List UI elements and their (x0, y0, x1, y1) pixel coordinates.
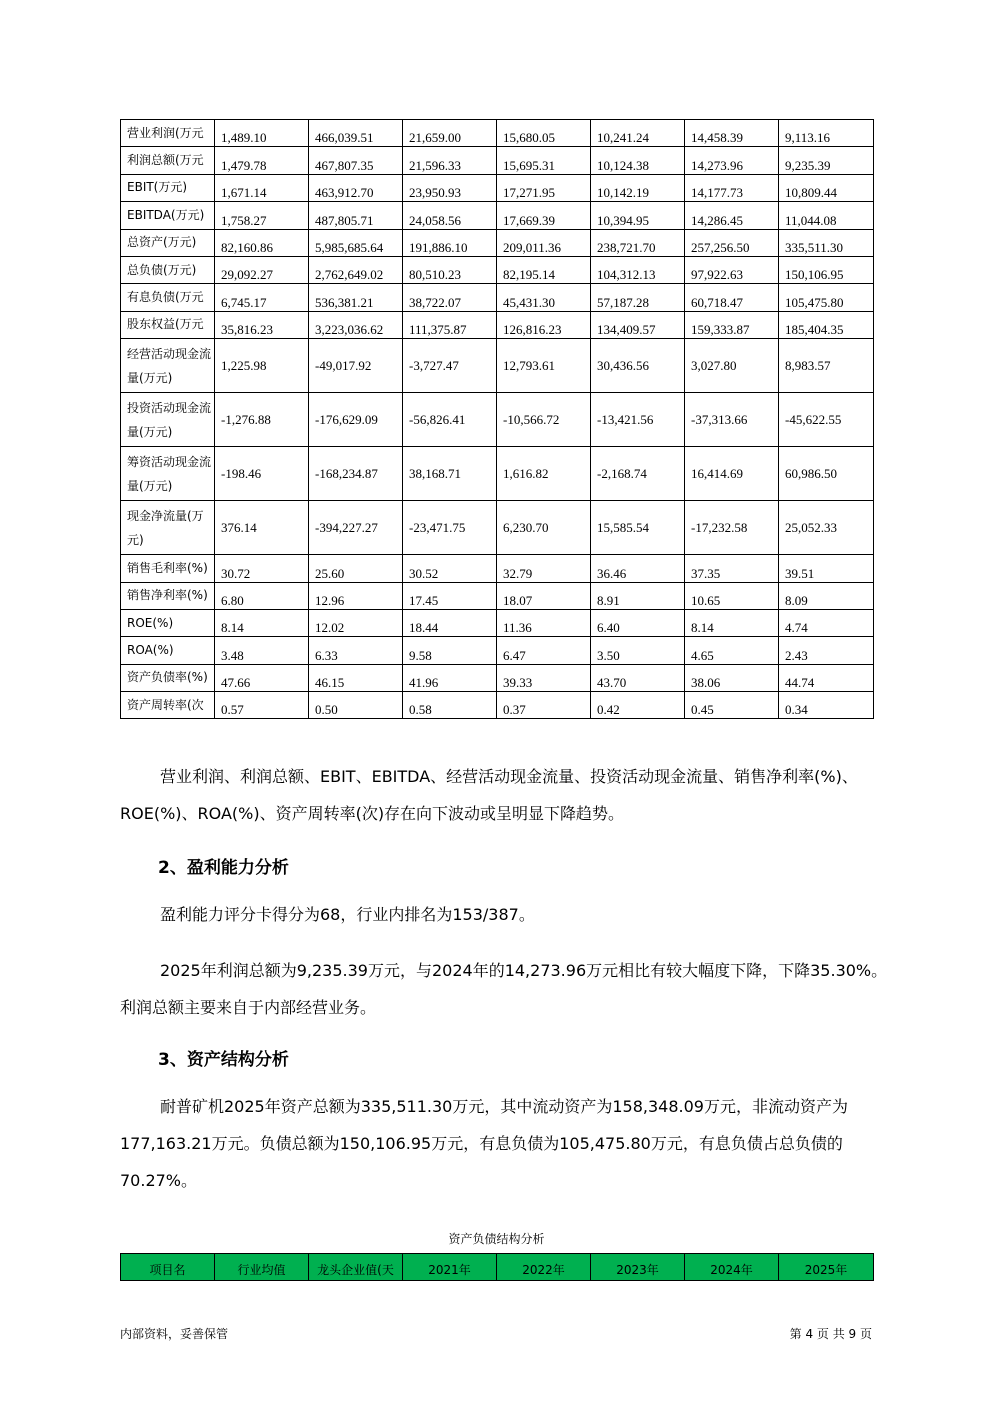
table-row (121, 284, 874, 311)
table-cell: -1,276.88 (215, 393, 309, 447)
table-cell: 1,758.27 (215, 202, 309, 229)
footer-confidential-note: 内部资料，妥善保管 (120, 1327, 229, 1341)
table-cell: 47.66 (215, 664, 309, 691)
table-cell: 0.34 (779, 692, 874, 719)
table-cell: 0.37 (497, 692, 591, 719)
table-cell: 16,414.69 (685, 447, 779, 501)
table-row (121, 174, 874, 201)
row-label: 经营活动现金流量(万元) (121, 339, 215, 393)
row-label: 总资产(万元) (121, 229, 215, 256)
table-cell: 3.50 (591, 637, 685, 664)
table-cell: -13,421.56 (591, 393, 685, 447)
table-cell: 29,092.27 (215, 256, 309, 283)
balance-table-header-row (121, 1254, 874, 1281)
table-cell: 134,409.57 (591, 311, 685, 338)
row-label: 现金净流量(万元) (121, 501, 215, 555)
table-cell: 6.40 (591, 609, 685, 636)
table-cell: 9,235.39 (779, 147, 874, 174)
table-cell: 0.42 (591, 692, 685, 719)
table-cell: 21,659.00 (403, 120, 497, 147)
row-label: 有息负债(万元 (121, 284, 215, 311)
table-cell: 257,256.50 (685, 229, 779, 256)
table-cell: 38.06 (685, 664, 779, 691)
table-cell: 39.33 (497, 664, 591, 691)
table-row (121, 339, 874, 393)
table-cell: 1,479.78 (215, 147, 309, 174)
table-cell: 335,511.30 (779, 229, 874, 256)
table-cell: 4.65 (685, 637, 779, 664)
table-cell: 41.96 (403, 664, 497, 691)
table-cell: 1,671.14 (215, 174, 309, 201)
row-label: 营业利润(万元 (121, 120, 215, 147)
table-cell: 10,142.19 (591, 174, 685, 201)
table-cell: 8.14 (215, 609, 309, 636)
table-cell: 25.60 (309, 555, 403, 582)
table-cell: 17,669.39 (497, 202, 591, 229)
row-label: 总负债(万元) (121, 256, 215, 283)
table-cell: 6.47 (497, 637, 591, 664)
table-cell: 0.58 (403, 692, 497, 719)
table-cell: 104,312.13 (591, 256, 685, 283)
table-cell: 185,404.35 (779, 311, 874, 338)
table-cell: 38,722.07 (403, 284, 497, 311)
profitability-heading: 2、盈利能力分析 (158, 858, 289, 878)
table-cell: 30.52 (403, 555, 497, 582)
table-cell: 14,286.45 (685, 202, 779, 229)
table-cell: -168,234.87 (309, 447, 403, 501)
table-cell: 44.74 (779, 664, 874, 691)
row-label: 资产周转率(次 (121, 692, 215, 719)
table-row (121, 229, 874, 256)
table-cell: 30,436.56 (591, 339, 685, 393)
table-row (121, 582, 874, 609)
table-cell: 15,585.54 (591, 501, 685, 555)
table-cell: 4.74 (779, 609, 874, 636)
table-cell: 8,983.57 (779, 339, 874, 393)
table-cell: 35,816.23 (215, 311, 309, 338)
table-row (121, 692, 874, 719)
table-cell: 10.65 (685, 582, 779, 609)
table-cell: 9,113.16 (779, 120, 874, 147)
table-cell: 6,745.17 (215, 284, 309, 311)
trend-summary-paragraph: 营业利润、利润总额、EBIT、EBITDA、经营活动现金流量、投资活动现金流量、销售净利率(%)、ROE(%)、ROA(%)、资产周转率(次)存在向下波动或呈明显下降趋势。 (120, 767, 858, 823)
row-label: EBITDA(万元) (121, 202, 215, 229)
table-cell: 80,510.23 (403, 256, 497, 283)
column-header: 2022年 (497, 1254, 591, 1281)
table-cell: -198.46 (215, 447, 309, 501)
table-cell: 8.14 (685, 609, 779, 636)
table-cell: 17,271.95 (497, 174, 591, 201)
table-cell: 37.35 (685, 555, 779, 582)
table-cell: 18.44 (403, 609, 497, 636)
table-cell: 12,793.61 (497, 339, 591, 393)
balance-table-caption: 资产负债结构分析 (448, 1232, 545, 1246)
table-cell: 39.51 (779, 555, 874, 582)
column-header: 2023年 (591, 1254, 685, 1281)
asset-structure-paragraph: 耐普矿机2025年资产总额为335,511.30万元，其中流动资产为158,348.09万元，非流动资产为177,163.21万元。负债总额为150,106.95万元，有息负债为105,475.80万元，有息负债占总负债的70.27%。 (120, 1097, 848, 1190)
table-cell: 6.33 (309, 637, 403, 664)
table-cell: 12.02 (309, 609, 403, 636)
table-cell: -23,471.75 (403, 501, 497, 555)
profitability-score-paragraph: 盈利能力评分卡得分为68，行业内排名为153/387。 (160, 905, 535, 924)
table-cell: 10,124.38 (591, 147, 685, 174)
table-cell: 6.80 (215, 582, 309, 609)
column-header: 2021年 (403, 1254, 497, 1281)
table-cell: -17,232.58 (685, 501, 779, 555)
table-row (121, 311, 874, 338)
table-cell: 5,985,685.64 (309, 229, 403, 256)
table-cell: 23,950.93 (403, 174, 497, 201)
row-label: EBIT(万元) (121, 174, 215, 201)
table-cell: 466,039.51 (309, 120, 403, 147)
table-cell: 97,922.63 (685, 256, 779, 283)
table-cell: 159,333.87 (685, 311, 779, 338)
table-cell: -394,227.27 (309, 501, 403, 555)
table-cell: 15,695.31 (497, 147, 591, 174)
table-row (121, 664, 874, 691)
table-cell: 25,052.33 (779, 501, 874, 555)
table-cell: -37,313.66 (685, 393, 779, 447)
table-cell: 111,375.87 (403, 311, 497, 338)
footer-page-number: 第 4 页 共 9 页 (789, 1327, 872, 1341)
table-cell: 57,187.28 (591, 284, 685, 311)
table-cell: 14,177.73 (685, 174, 779, 201)
table-cell: -176,629.09 (309, 393, 403, 447)
row-label: 筹资活动现金流量(万元) (121, 447, 215, 501)
table-cell: 467,807.35 (309, 147, 403, 174)
table-cell: 11.36 (497, 609, 591, 636)
table-cell: -49,017.92 (309, 339, 403, 393)
table-cell: 3.48 (215, 637, 309, 664)
table-cell: 8.09 (779, 582, 874, 609)
profit-change-paragraph: 2025年利润总额为9,235.39万元，与2024年的14,273.96万元相比有较大幅度下降，下降35.30%。利润总额主要来自于内部经营业务。 (120, 961, 888, 1017)
table-cell: 24,058.56 (403, 202, 497, 229)
table-cell: 191,886.10 (403, 229, 497, 256)
table-cell: 36.46 (591, 555, 685, 582)
table-row (121, 120, 874, 147)
column-header: 2025年 (779, 1254, 874, 1281)
table-cell: 10,394.95 (591, 202, 685, 229)
table-cell: 60,718.47 (685, 284, 779, 311)
table-cell: 10,241.24 (591, 120, 685, 147)
table-cell: 11,044.08 (779, 202, 874, 229)
table-cell: 0.50 (309, 692, 403, 719)
column-header: 行业均值 (215, 1254, 309, 1281)
table-cell: 3,223,036.62 (309, 311, 403, 338)
table-cell: 82,195.14 (497, 256, 591, 283)
table-cell: 10,809.44 (779, 174, 874, 201)
table-cell: 6,230.70 (497, 501, 591, 555)
column-header: 龙头企业值(天 (309, 1254, 403, 1281)
table-cell: 0.57 (215, 692, 309, 719)
table-cell: 82,160.86 (215, 229, 309, 256)
table-row (121, 555, 874, 582)
table-cell: 3,027.80 (685, 339, 779, 393)
table-row (121, 501, 874, 555)
table-cell: 209,011.36 (497, 229, 591, 256)
row-label: 销售毛利率(%) (121, 555, 215, 582)
table-row (121, 609, 874, 636)
row-label: 利润总额(万元 (121, 147, 215, 174)
table-cell: 18.07 (497, 582, 591, 609)
row-label: 资产负债率(%) (121, 664, 215, 691)
table-cell: -45,622.55 (779, 393, 874, 447)
table-row (121, 637, 874, 664)
table-cell: 536,381.21 (309, 284, 403, 311)
row-label: 股东权益(万元 (121, 311, 215, 338)
table-cell: 9.58 (403, 637, 497, 664)
table-cell: 46.15 (309, 664, 403, 691)
table-cell: 238,721.70 (591, 229, 685, 256)
table-cell: 14,273.96 (685, 147, 779, 174)
table-cell: 60,986.50 (779, 447, 874, 501)
table-cell: 43.70 (591, 664, 685, 691)
table-row (121, 256, 874, 283)
table-row (121, 393, 874, 447)
financial-indicators-table (120, 119, 874, 719)
row-label: ROA(%) (121, 637, 215, 664)
table-cell: 487,805.71 (309, 202, 403, 229)
table-cell: 12.96 (309, 582, 403, 609)
table-cell: 32.79 (497, 555, 591, 582)
table-cell: -2,168.74 (591, 447, 685, 501)
row-label: 销售净利率(%) (121, 582, 215, 609)
table-cell: -3,727.47 (403, 339, 497, 393)
table-cell: 8.91 (591, 582, 685, 609)
table-cell: 45,431.30 (497, 284, 591, 311)
table-cell: 2,762,649.02 (309, 256, 403, 283)
table-cell: 0.45 (685, 692, 779, 719)
table-cell: -56,826.41 (403, 393, 497, 447)
table-cell: -10,566.72 (497, 393, 591, 447)
table-cell: 30.72 (215, 555, 309, 582)
balance-structure-table (120, 1253, 874, 1281)
table-cell: 1,616.82 (497, 447, 591, 501)
table-cell: 1,225.98 (215, 339, 309, 393)
row-label: 投资活动现金流量(万元) (121, 393, 215, 447)
column-header: 2024年 (685, 1254, 779, 1281)
table-cell: 463,912.70 (309, 174, 403, 201)
table-cell: 14,458.39 (685, 120, 779, 147)
table-cell: 15,680.05 (497, 120, 591, 147)
column-header: 项目名 (121, 1254, 215, 1281)
asset-structure-heading: 3、资产结构分析 (158, 1050, 289, 1070)
table-cell: 376.14 (215, 501, 309, 555)
table-cell: 38,168.71 (403, 447, 497, 501)
table-cell: 126,816.23 (497, 311, 591, 338)
row-label: ROE(%) (121, 609, 215, 636)
table-cell: 17.45 (403, 582, 497, 609)
table-row (121, 147, 874, 174)
table-row (121, 202, 874, 229)
table-row (121, 447, 874, 501)
table-cell: 150,106.95 (779, 256, 874, 283)
table-cell: 2.43 (779, 637, 874, 664)
table-cell: 1,489.10 (215, 120, 309, 147)
table-cell: 21,596.33 (403, 147, 497, 174)
table-cell: 105,475.80 (779, 284, 874, 311)
